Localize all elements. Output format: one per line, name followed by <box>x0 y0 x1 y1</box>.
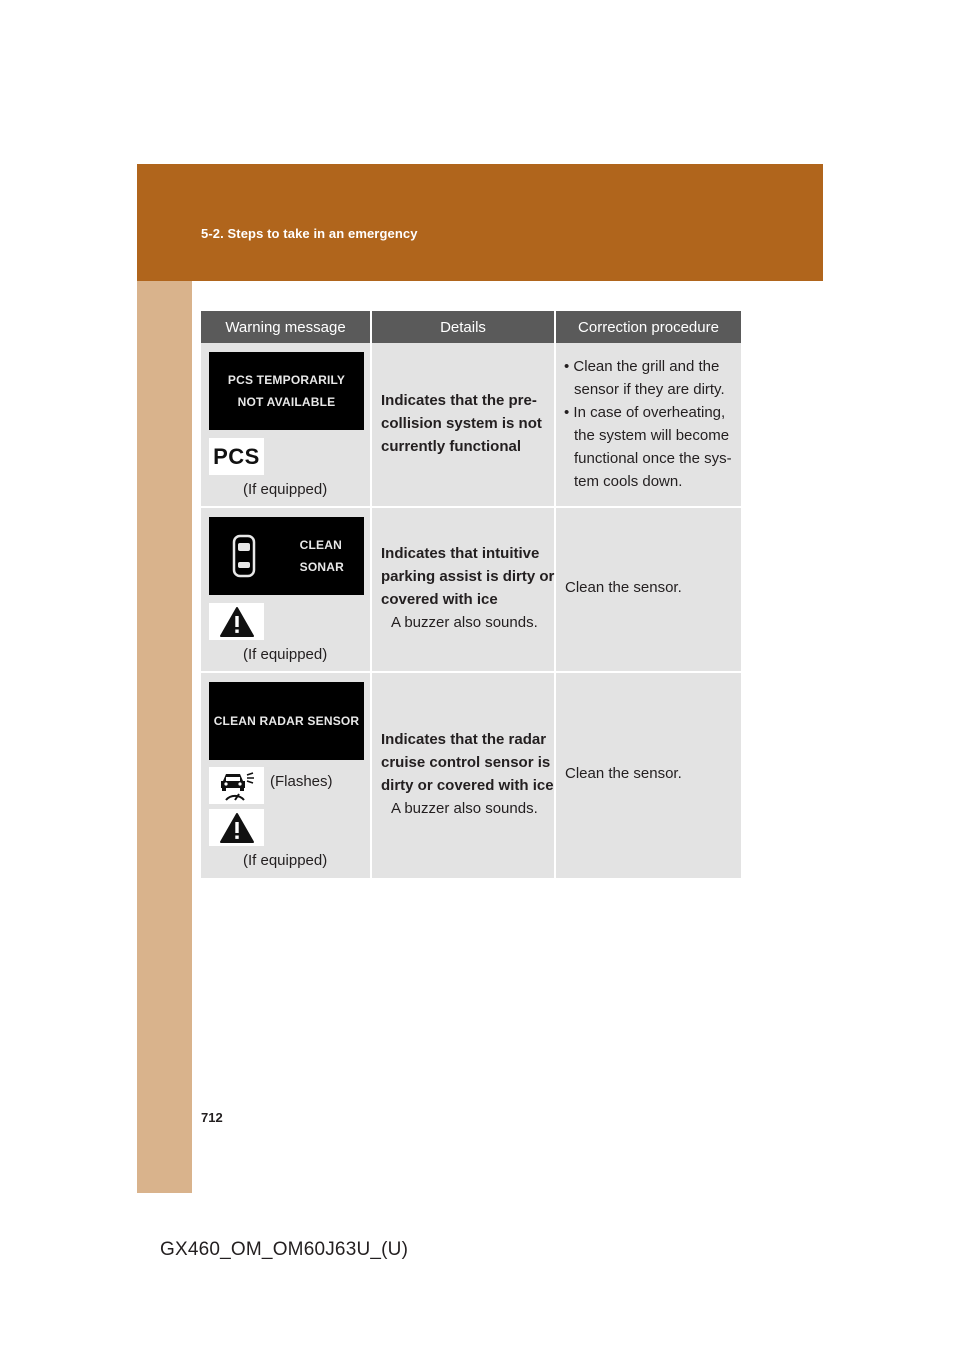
correction-text: Clean the sensor. <box>565 765 682 782</box>
if-equipped-note: (If equipped) <box>243 852 328 869</box>
pcs-indicator-label: PCS <box>213 443 260 469</box>
details-line: covered with ice <box>381 591 498 608</box>
clean-radar-display <box>209 682 364 760</box>
vehicle-top-icon <box>231 534 257 578</box>
row-divider <box>201 506 741 508</box>
display-line: NOT AVAILABLE <box>237 395 336 409</box>
details-line: dirty or covered with ice <box>381 777 554 794</box>
details-line: Indicates that the radar <box>381 731 547 748</box>
details-row-3 <box>381 728 554 820</box>
side-strip <box>137 281 192 1193</box>
details-line: Indicates that intuitive <box>381 545 540 562</box>
pcs-indicator <box>209 438 264 475</box>
correction-row-2 <box>565 576 682 599</box>
details-row-2 <box>381 542 554 634</box>
flashes-note: (Flashes) <box>270 773 333 790</box>
clean-sonar-display <box>209 517 364 595</box>
correction-text: Clean the sensor. <box>565 579 682 596</box>
details-row-1 <box>381 389 542 458</box>
buzzer-note: A buzzer also sounds. <box>391 614 538 631</box>
column-divider <box>370 311 372 878</box>
pcs-display <box>209 352 364 430</box>
col-header-correction: Correction procedure <box>556 311 741 343</box>
section-title: 5-2. Steps to take in an emergency <box>201 226 418 241</box>
details-line: collision system is not <box>381 415 542 432</box>
col-header-warning: Warning message <box>201 311 370 343</box>
details-line: cruise control sensor is <box>381 754 551 771</box>
correction-bullet: • In case of overheating, the system will become functional once the sys-tem cools down. <box>564 404 732 490</box>
radar-cruise-icon <box>209 767 264 804</box>
correction-row-3 <box>565 762 682 785</box>
warning-triangle-icon <box>209 603 264 640</box>
correction-bullet: • Clean the grill and the sensor if they are dirty. <box>564 358 725 398</box>
row-divider <box>201 671 741 673</box>
header-bar <box>137 164 823 281</box>
details-line: parking assist is dirty or <box>381 568 555 585</box>
details-line: Indicates that the pre- <box>381 392 537 409</box>
display-line: CLEAN <box>299 538 342 552</box>
details-line: currently functional <box>381 438 522 455</box>
document-code: GX460_OM_OM60J63U_(U) <box>160 1239 409 1260</box>
display-line: CLEAN RADAR SENSOR <box>213 714 360 728</box>
display-line: SONAR <box>299 560 344 574</box>
col-header-details: Details <box>372 311 554 343</box>
page-number: 712 <box>201 1110 223 1125</box>
correction-row-1 <box>564 355 736 493</box>
display-line: PCS TEMPORARILY <box>227 373 346 387</box>
if-equipped-note: (If equipped) <box>243 481 328 498</box>
warning-triangle-icon <box>209 809 264 846</box>
buzzer-note: A buzzer also sounds. <box>391 800 538 817</box>
if-equipped-note: (If equipped) <box>243 646 328 663</box>
